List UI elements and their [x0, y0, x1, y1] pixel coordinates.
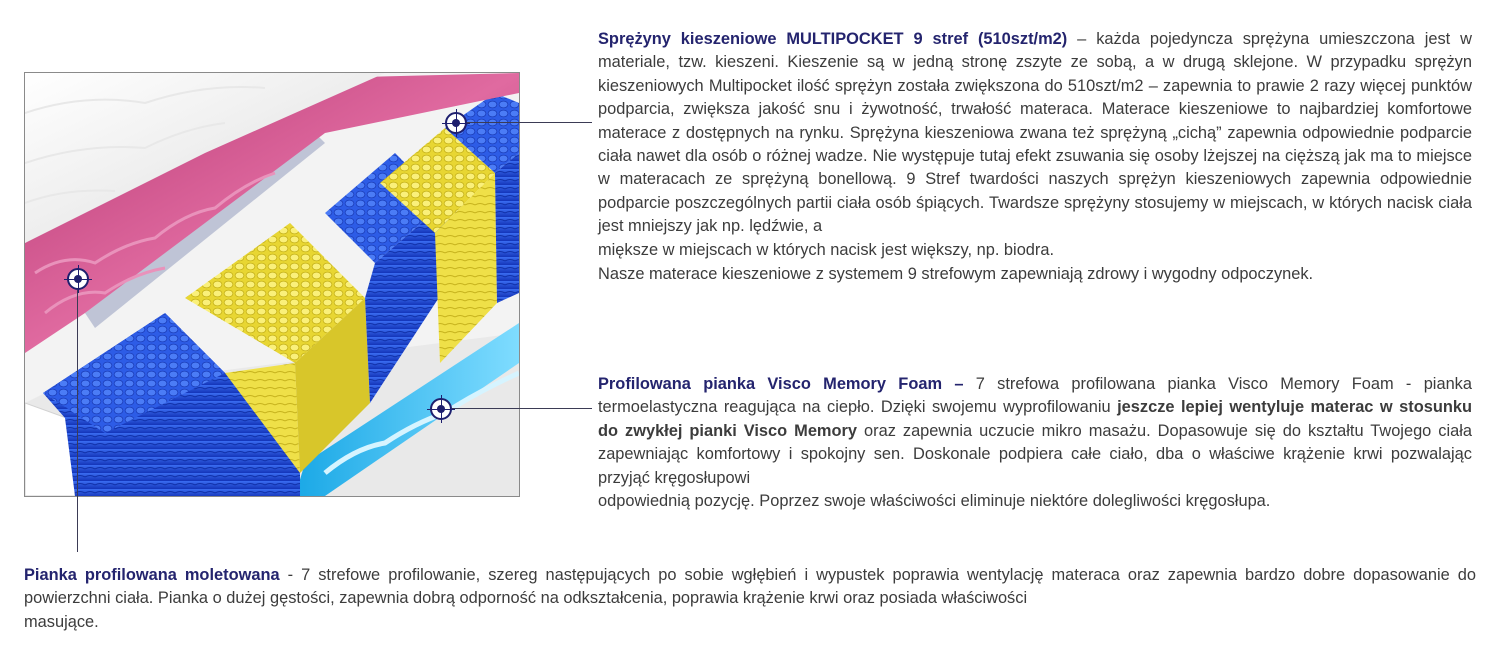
mattress-cross-section-image — [24, 72, 520, 497]
visco-body-2: oraz zapewnia uczucie mikro masażu. Dopasowuje się do kształtu Twojego ciała zapewniając komfortowy i spokojny sen. Doskonale podpiera całe ciało, dba o właściwe krążenie krwi pozwalając przyjąć kręgosłupowi — [598, 421, 1472, 487]
visco-leader-line — [452, 408, 592, 409]
springs-body: – każda pojedyncza sprężyna umieszczona jest w materiale, tzw. kieszeni. Kieszenie są w jedną stronę zszyte ze sobą, a w drugą sklejone. W przypadku sprężyn kieszeniowych Multipocket ilość sprężyn została zwiększona do 510szt/m2 – zapewnia to prawie 2 razy więcej punktów podparcia, zwiększa jakość snu i żywotność, trwałość materaca. Materace kieszeniowe to najbardziej komfortowe materace z dostępnych na rynku. Sprężyna kieszeniowa zwana też sprężyną „cichą” zapewnia odpowiednie podparcie ciała nawet dla osób o różnej wadze. Nie występuje tutaj efekt zsuwania się osoby lżejszej na cięższą jak ma to miejsce w materacach ze sprężyną bonellową. 9 Stref twardości naszych sprężyn kieszeniowych zapewnia odpowiednie podparcie poszczególnych partii ciała osób śpiących. Twardsze sprężyny stosujemy w miejscach, w których nacisk ciała jest mniejszy jak np. lędźwie, a — [598, 30, 1472, 236]
foam-description — [24, 564, 1476, 634]
foam-title: Pianka profilowana moletowana — [24, 566, 280, 584]
foam-leader-line — [77, 290, 78, 552]
foam-body: - 7 strefowe profilowanie, szereg następujących po sobie wgłębień i wypustek poprawia wentylację materaca oraz zapewnia bardzo dobre dopasowanie do powierzchni ciała. Pianka o dużej gęstości, zapewnia dobrą odporność na odkształcenia, poprawia krążenie krwi oraz posiada właściwości — [24, 566, 1476, 608]
foam-body-last-line: masujące. — [24, 612, 99, 631]
springs-description — [598, 28, 1472, 286]
springs-marker-icon — [445, 112, 467, 134]
foam-marker-icon — [67, 268, 89, 290]
visco-bold-text: jeszcze lepiej wentyluje materac w stosunku do zwykłej pianki Visco Memory — [598, 398, 1472, 440]
visco-marker-icon — [430, 398, 452, 420]
springs-body-last-line: miększe w miejscach w których nacisk jest większy, np. biodra. — [598, 240, 1055, 259]
visco-body-last-line: odpowiednią pozycję. Poprzez swoje właściwości eliminuje niektóre dolegliwości kręgosłupa. — [598, 492, 1271, 511]
visco-title: Profilowana pianka Visco Memory Foam – — [598, 375, 964, 393]
springs-leader-line — [466, 122, 592, 123]
springs-title: Sprężyny kieszeniowe MULTIPOCKET 9 stref (510szt/m2) — [598, 30, 1068, 48]
springs-extra-sentence: Nasze materace kieszeniowe z systemem 9 strefowym zapewniają zdrowy i wygodny odpoczynek. — [598, 265, 1314, 284]
visco-description — [598, 373, 1472, 513]
visco-body-1: 7 strefowa profilowana pianka Visco Memory Foam - pianka termoelastyczna reagująca na ciepło. Dzięki swojemu wyprofilowaniu — [598, 375, 1472, 417]
